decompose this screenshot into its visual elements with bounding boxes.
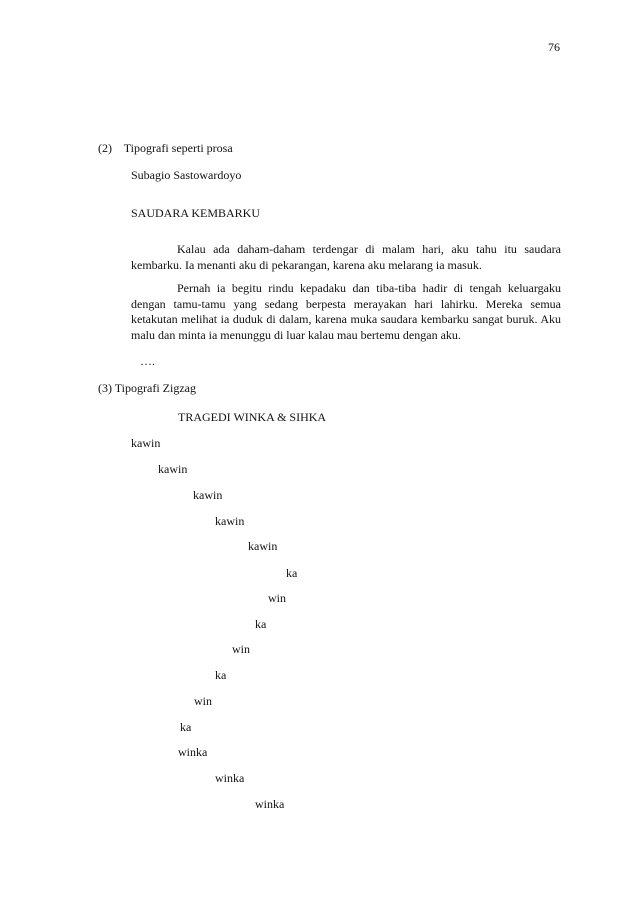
zigzag-line-8: ka [255, 617, 267, 631]
zigzag-line-15: winka [255, 797, 285, 811]
section-2-heading: (2) Tipografi seperti prosa [98, 141, 233, 155]
zigzag-line-7: win [268, 591, 286, 605]
poem-title-tragedi-winka-sihka: TRAGEDI WINKA & SIHKA [178, 410, 327, 424]
zigzag-line-9: win [232, 642, 250, 656]
poem-author: Subagio Sastowardoyo [131, 168, 242, 182]
zigzag-line-6: ka [286, 566, 298, 580]
zigzag-line-13: winka [178, 745, 208, 759]
prose-paragraph-1: Kalau ada daham-daham terdengar di malam hari, aku tahu itu saudara kembarku. Ia menanti aku di pekarangan, karena aku melarang ia masuk. [131, 242, 561, 272]
zigzag-line-1: kawin [131, 436, 161, 450]
zigzag-line-12: ka [180, 720, 192, 734]
zigzag-line-5: kawin [248, 539, 278, 553]
zigzag-line-10: ka [215, 668, 227, 682]
section-3-heading: (3) Tipografi Zigzag [98, 381, 196, 395]
zigzag-line-2: kawin [158, 462, 188, 476]
ellipsis: …. [140, 354, 155, 368]
zigzag-line-4: kawin [215, 514, 245, 528]
zigzag-line-3: kawin [193, 488, 223, 502]
prose-paragraph-2: Pernah ia begitu rindu kepadaku dan tiba-tiba hadir di tengah keluargaku dengan tamu-tamu yang sedang berpesta merayakan hari lahirku. Mereka semua ketakutan melihat ia duduk di dalam, karena muka saudara kembarku sangat buruk. Aku malu dan minta ia menunggu di luar kalau mau bertemu dengan aku. [131, 281, 561, 342]
zigzag-line-14: winka [215, 771, 245, 785]
poem-title-saudara-kembarku: SAUDARA KEMBARKU [131, 206, 261, 220]
zigzag-line-11: win [194, 694, 212, 708]
page-number: 76 [548, 40, 560, 54]
